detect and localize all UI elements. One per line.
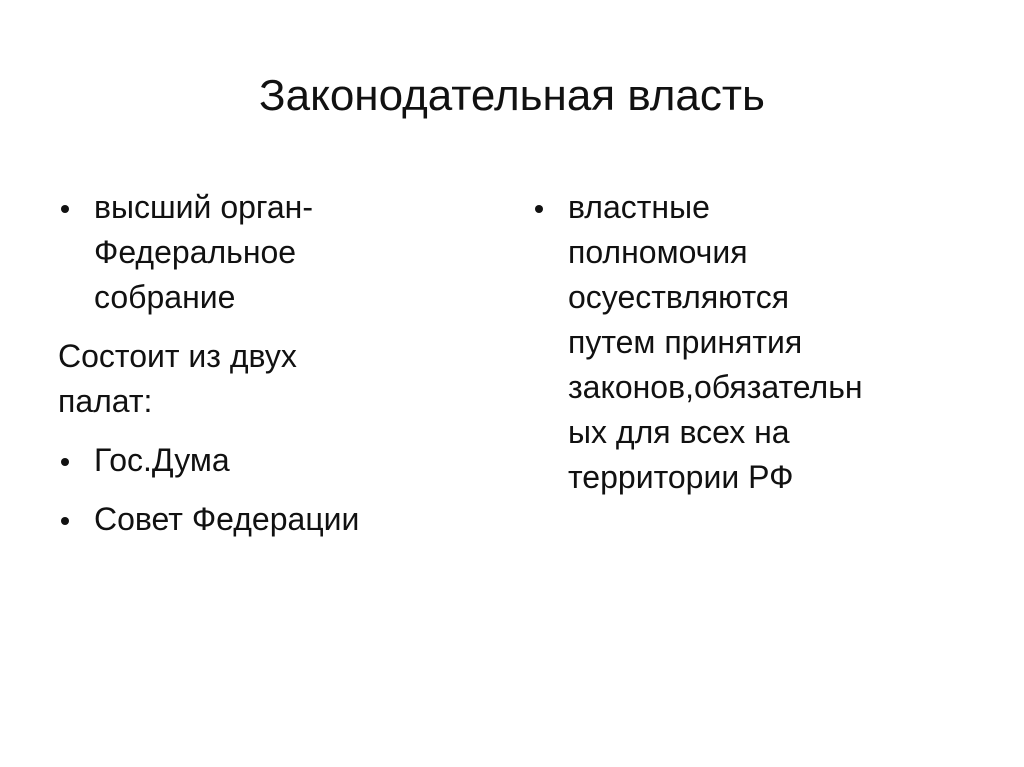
bullet-item-federation-council	[58, 497, 478, 542]
plain-line: палат:	[58, 383, 153, 419]
plain-item-two-chambers	[58, 334, 478, 424]
plain-line: Состоит из двух	[58, 338, 297, 374]
bullet-dot-icon	[58, 438, 94, 483]
bullet-line: законов,обязательн	[568, 369, 863, 405]
bullet-line: осуествляются	[568, 279, 790, 315]
bullet-line: полномочия	[568, 234, 748, 270]
bullet-line: территории РФ	[568, 459, 794, 495]
bullet-item-supreme-organ	[58, 185, 478, 320]
bullet-item-state-duma	[58, 438, 478, 483]
bullet-dot-icon	[532, 185, 568, 230]
bullet-line: путем принятия	[568, 324, 803, 360]
bullet-item-powers	[532, 185, 972, 500]
bullet-line: Совет Федерации	[94, 501, 360, 537]
bullet-line: Федеральное	[94, 234, 297, 270]
bullet-line: Гос.Дума	[94, 442, 230, 478]
bullet-line: собрание	[94, 279, 236, 315]
bullet-line: властные	[568, 189, 710, 225]
bullet-dot-icon	[58, 185, 94, 230]
bullet-dot-icon	[58, 497, 94, 542]
right-column	[532, 185, 972, 514]
bullet-line: высший орган-	[94, 189, 313, 225]
left-column	[58, 185, 478, 556]
slide-title: Законодательная власть	[259, 71, 765, 120]
bullet-line: ых для всех на	[568, 414, 790, 450]
